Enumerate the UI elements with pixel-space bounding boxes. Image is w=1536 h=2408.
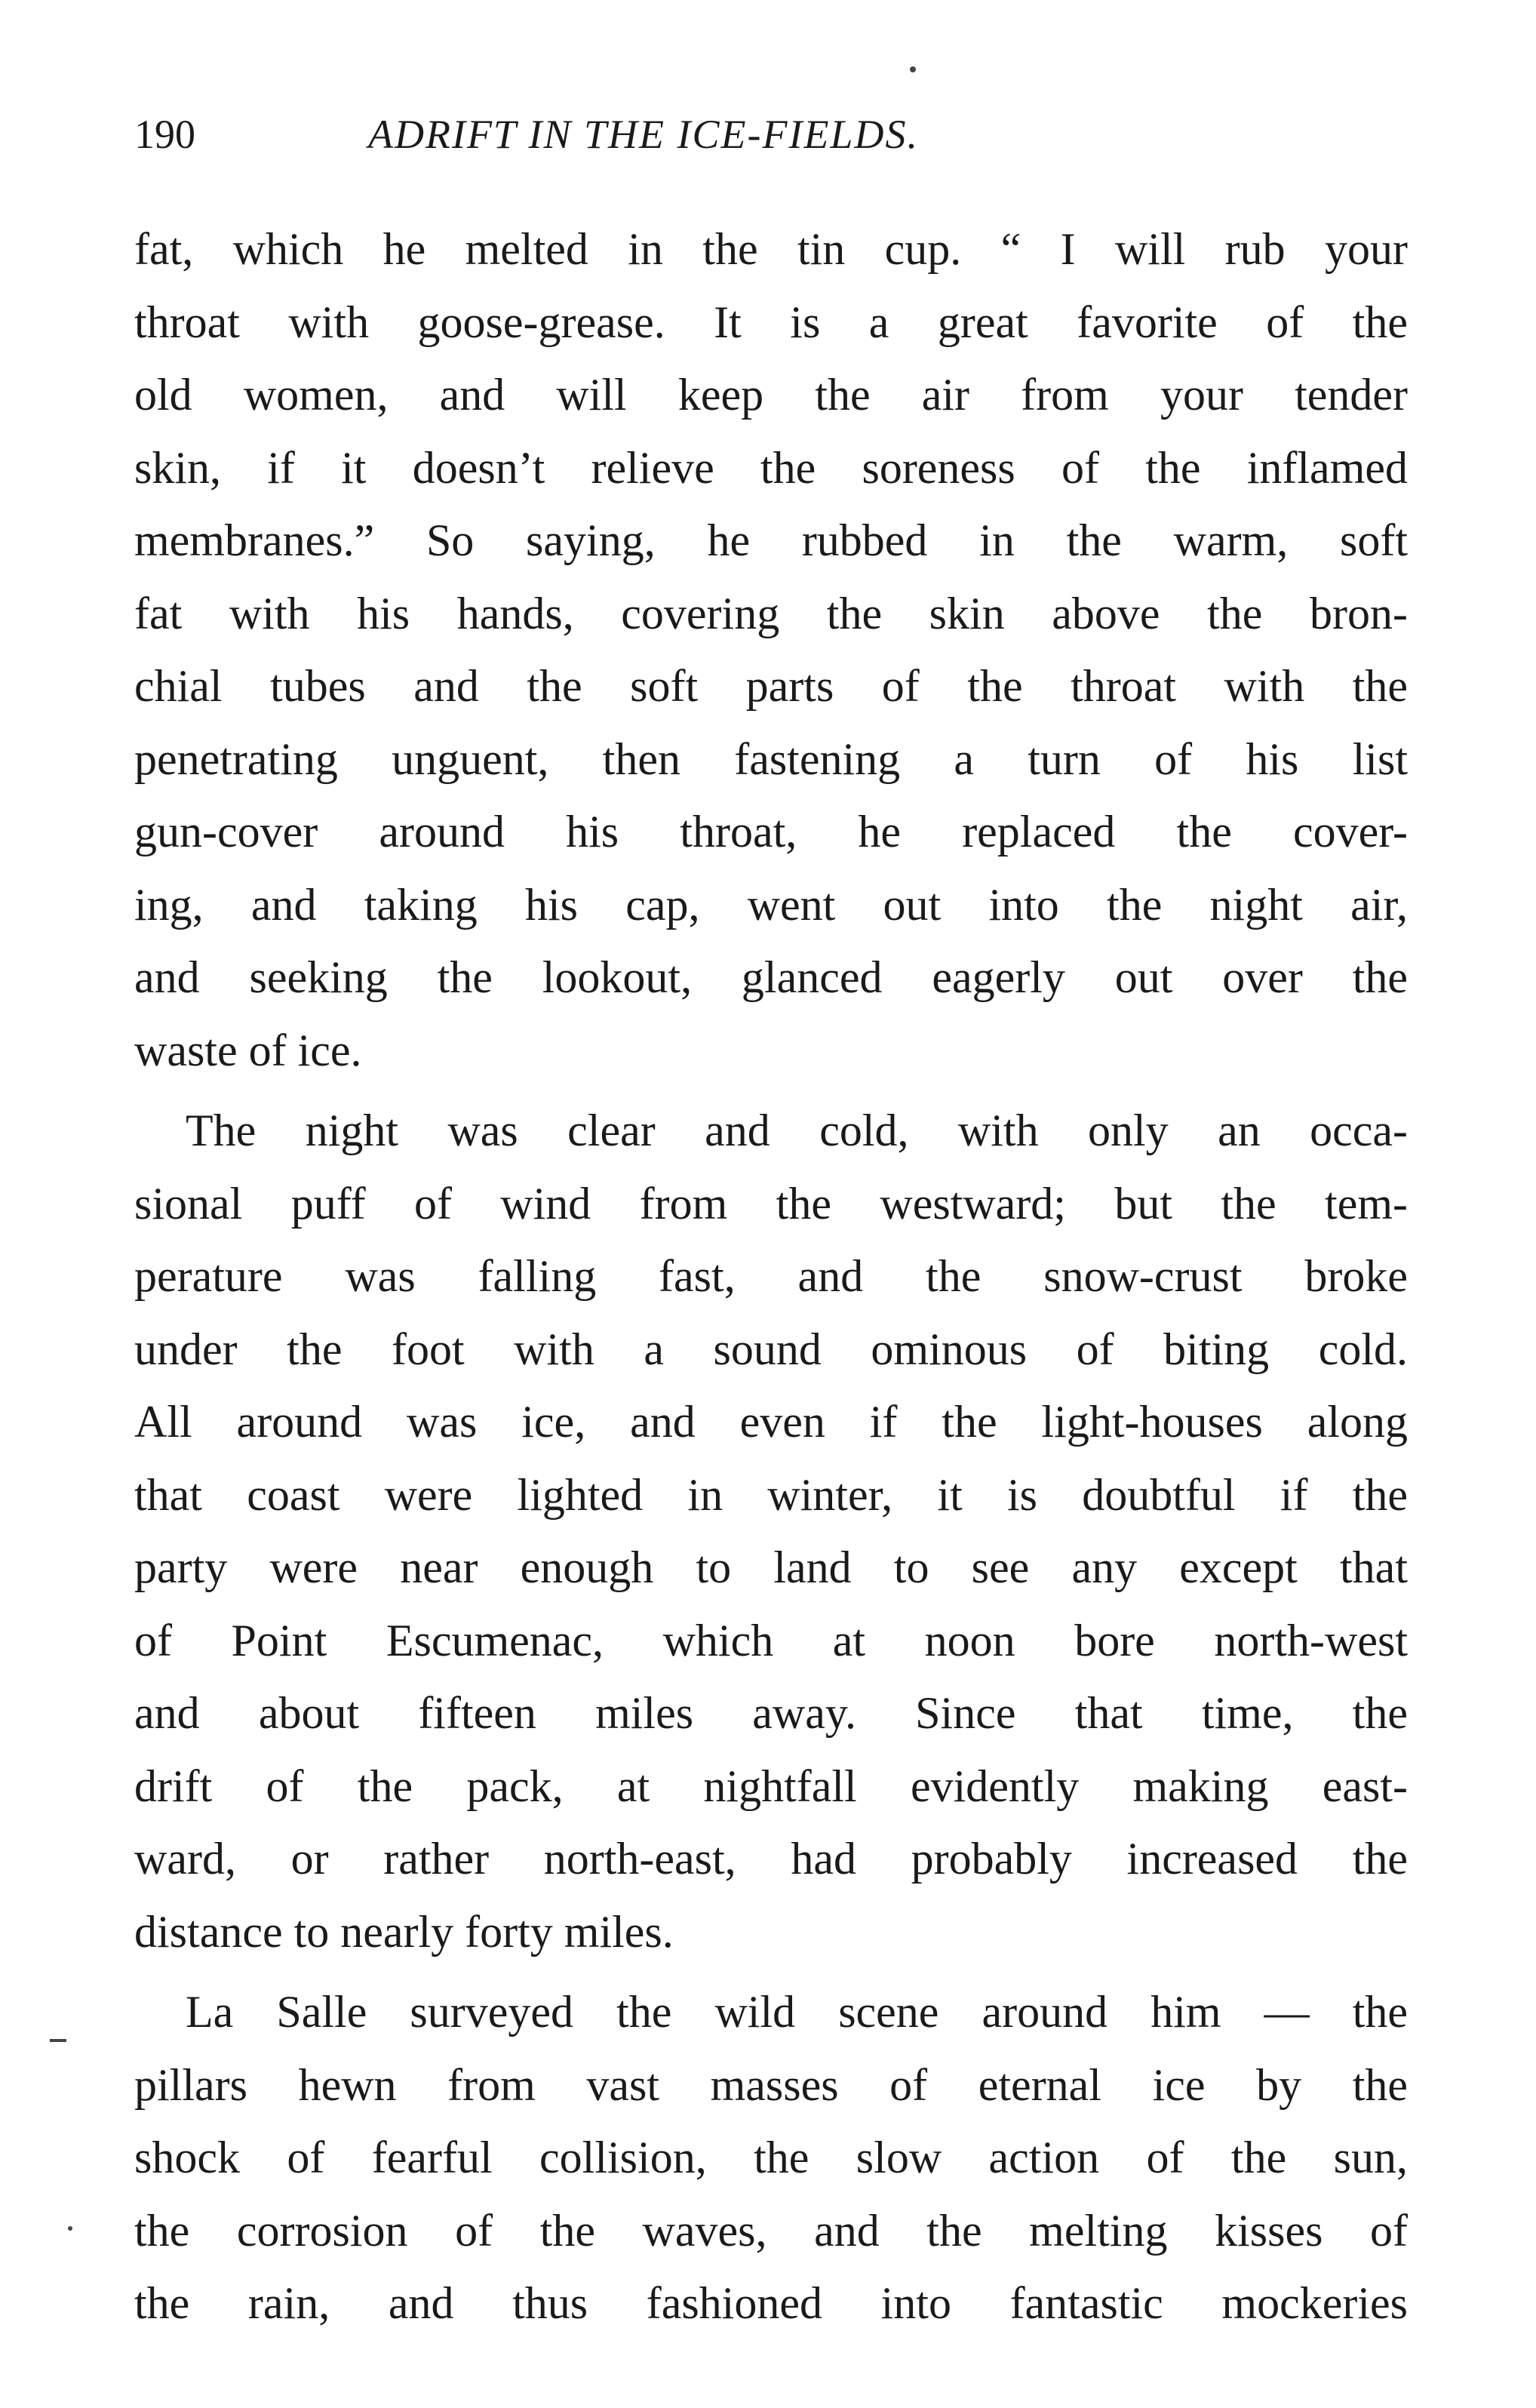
- paragraph: [134, 213, 1408, 1087]
- text-line: and seeking the lookout, glanced eagerly out over the: [134, 952, 1408, 1002]
- text-line: distance to nearly forty miles.: [134, 1906, 674, 1957]
- text-line: chial tubes and the soft parts of the throat with the: [134, 661, 1408, 711]
- margin-dot-mark: [68, 2226, 72, 2231]
- body-text: [134, 213, 1408, 2340]
- text-line: party were near enough to land to see any except that: [134, 1542, 1408, 1592]
- text-line: under the foot with a sound ominous of biting cold.: [134, 1324, 1408, 1374]
- text-line: shock of fearful collision, the slow action of the sun,: [134, 2133, 1408, 2182]
- text-line: pillars hewn from vast masses of eternal ice by the: [134, 2059, 1408, 2110]
- text-line: All around was ice, and even if the light-houses along: [134, 1397, 1408, 1447]
- text-line: gun-cover around his throat, he replaced the cover-: [134, 807, 1408, 856]
- text-line: La Salle surveyed the wild scene around him — the: [186, 1987, 1408, 2037]
- paragraph: [134, 1976, 1408, 2340]
- text-line: fat, which he melted in the tin cup. “ I will rub your: [134, 224, 1408, 274]
- paragraph-gap: [134, 1968, 1408, 1976]
- text-line: waste of ice.: [134, 1025, 362, 1075]
- page-header: [134, 104, 1402, 165]
- text-line: ing, and taking his cap, went out into the night air,: [134, 879, 1408, 930]
- text-line: the rain, and thus fashioned into fantastic mockeries: [134, 2278, 1408, 2328]
- text-line: The night was clear and cold, with only an occa-: [186, 1106, 1408, 1155]
- text-line: perature was falling fast, and the snow-crust broke: [134, 1251, 1408, 1301]
- text-line: fat with his hands, covering the skin above the bron-: [134, 588, 1408, 638]
- text-line: membranes.” So saying, he rubbed in the warm, soft: [134, 515, 1408, 565]
- text-line: skin, if it doesn’t relieve the soreness of the inflamed: [134, 442, 1408, 493]
- text-line: the corrosion of the waves, and the melting kisses of: [134, 2205, 1408, 2256]
- page-number: 190: [134, 112, 195, 157]
- text-line: and about fifteen miles away. Since that time, the: [134, 1688, 1408, 1738]
- paragraph: [134, 1094, 1408, 1968]
- paragraph-gap: [134, 1087, 1408, 1094]
- text-line: penetrating unguent, then fastening a turn of his list: [134, 733, 1408, 784]
- running-title: ADRIFT IN THE ICE-FIELDS.: [368, 112, 919, 157]
- text-line: old women, and will keep the air from your tender: [134, 370, 1408, 420]
- text-line: that coast were lighted in winter, it is doubtful if the: [134, 1469, 1408, 1520]
- margin-dash-mark: [50, 2039, 66, 2042]
- text-line: of Point Escumenac, which at noon bore north-west: [134, 1615, 1408, 1665]
- ink-speck-mark: [910, 66, 916, 72]
- text-line: ward, or rather north-east, had probably increased the: [134, 1834, 1408, 1884]
- text-line: drift of the pack, at nightfall evidently making east-: [134, 1761, 1408, 1811]
- text-line: throat with goose-grease. It is a great favorite of the: [134, 297, 1408, 347]
- text-line: sional puff of wind from the westward; but the tem-: [134, 1178, 1408, 1229]
